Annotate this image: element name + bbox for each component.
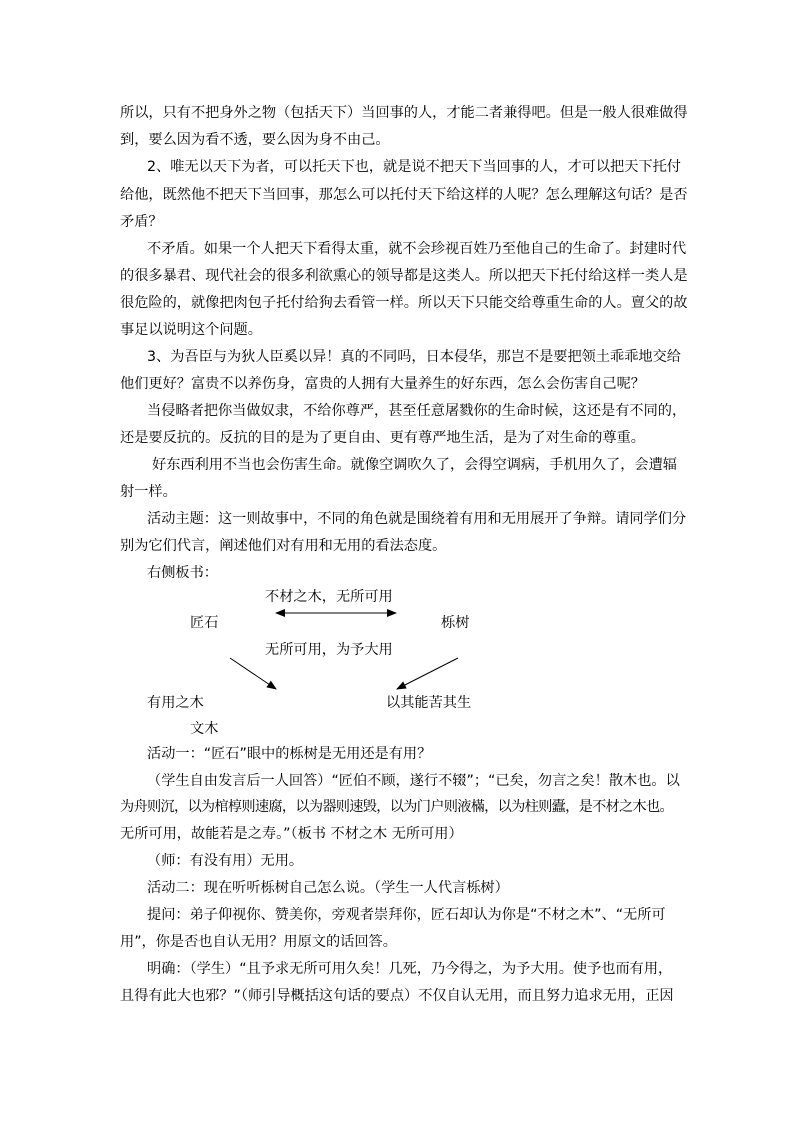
text-line: 还是要反抗的。反抗的目的是为了更自由、更有尊严地生活，是为了对生命的尊重。	[120, 430, 645, 446]
text-line: 且得有此大也邪？”（师引导概括这句话的要点）不仅自认无用，而且努力追求无用，正因	[120, 988, 674, 1004]
text-line: 很危险的，就像把肉包子托付给狗去看管一样。所以天下只能交给尊重生命的人。亶父的故	[120, 295, 688, 311]
board-bottom-right: 以其能苦其生	[386, 695, 472, 711]
text-line: 给他，既然他不把天下当回事，那怎么可以托付天下给这样的人呢？怎么理解这句话？是否	[120, 187, 688, 203]
board-right-node: 栎树	[441, 615, 470, 631]
text-line: 射一样。	[120, 484, 177, 500]
text-line: 2、唯无以天下为者，可以托天下也，就是说不把天下当回事的人，才可以把天下托付	[147, 159, 681, 175]
text-line: 事足以说明这个问题。	[120, 322, 262, 338]
board-middle-phrase: 无所可用，为予大用	[265, 642, 393, 658]
text-line: 右侧板书：	[147, 565, 218, 581]
text-line: 不矛盾。如果一个人把天下看得太重，就不会珍视百姓乃至他自己的生命了。封建时代	[147, 241, 687, 257]
board-bottom-center: 文木	[190, 721, 219, 737]
text-line: （学生自由发言后一人回答）“匠伯不顾，遂行不辍”；“已矣，勿言之矣！散木也。以	[147, 773, 680, 789]
text-line: 的很多暴君、现代社会的很多利欲熏心的领导都是这类人。所以把天下托付给这样一类人是	[120, 268, 688, 284]
text-line: 当侵略者把你当做奴隶，不给你尊严，甚至任意屠戮你的生命时候，这还是有不同的，	[147, 403, 687, 419]
text-line: 活动二：现在听听栎树自己怎么说。（学生一人代言栎树）	[147, 880, 509, 896]
text-line: 无所可用，故能若是之寿。”（板书 不材之木 无所可用）	[120, 826, 463, 842]
text-line: 活动一：“匠石”眼中的栎树是无用还是有用？	[147, 746, 432, 762]
text-line: 提问：弟子仰视你、赞美你，旁观者崇拜你，匠石却认为你是“不材之木”、“无所可	[147, 907, 666, 923]
text-line: 明确：（学生）“且予求无所可用久矣！几死，乃今得之，为予大用。使予也而有用，	[147, 961, 673, 977]
text-line: 用”，你是否也自认无用？用原文的话回答。	[120, 934, 397, 950]
left-arrow	[230, 658, 276, 689]
text-line: 3、为吾臣与为狄人臣奚以异！真的不同吗，日本侵华，那岂不是要把领土乖乖地交给	[147, 349, 681, 365]
right-arrow	[397, 658, 458, 689]
text-line: （师：有没有用）无用。	[147, 853, 304, 869]
board-bottom-left: 有用之木	[147, 695, 204, 711]
text-line: 好东西利用不当也会伤害生命。就像空调吹久了，会得空调病，手机用久了，会遭辐	[152, 457, 677, 473]
text-line: 他们更好？富贵不以养伤身，富贵的人拥有大量养生的好东西，怎么会伤害自己呢？	[120, 376, 645, 392]
text-line: 为舟则沉，以为棺椁则速腐，以为器则速毁，以为门户则液樠，以为柱则蠹，是不材之木也。	[120, 799, 673, 815]
text-line: 矛盾？	[120, 214, 163, 230]
board-top-phrase: 不材之木，无所可用	[265, 589, 393, 605]
text-line: 活动主题：这一则故事中，不同的角色就是围绕着有用和无用展开了争辩。请同学们分	[147, 511, 687, 527]
board-left-node: 匠石	[190, 615, 219, 631]
text-line: 别为它们代言，阐述他们对有用和无用的看法态度。	[120, 538, 447, 554]
text-line: 所以，只有不把身外之物（包括天下）当回事的人，才能二者兼得吧。但是一般人很难做得	[120, 105, 688, 121]
text-line: 到，要么因为看不透，要么因为身不由己。	[120, 132, 390, 148]
